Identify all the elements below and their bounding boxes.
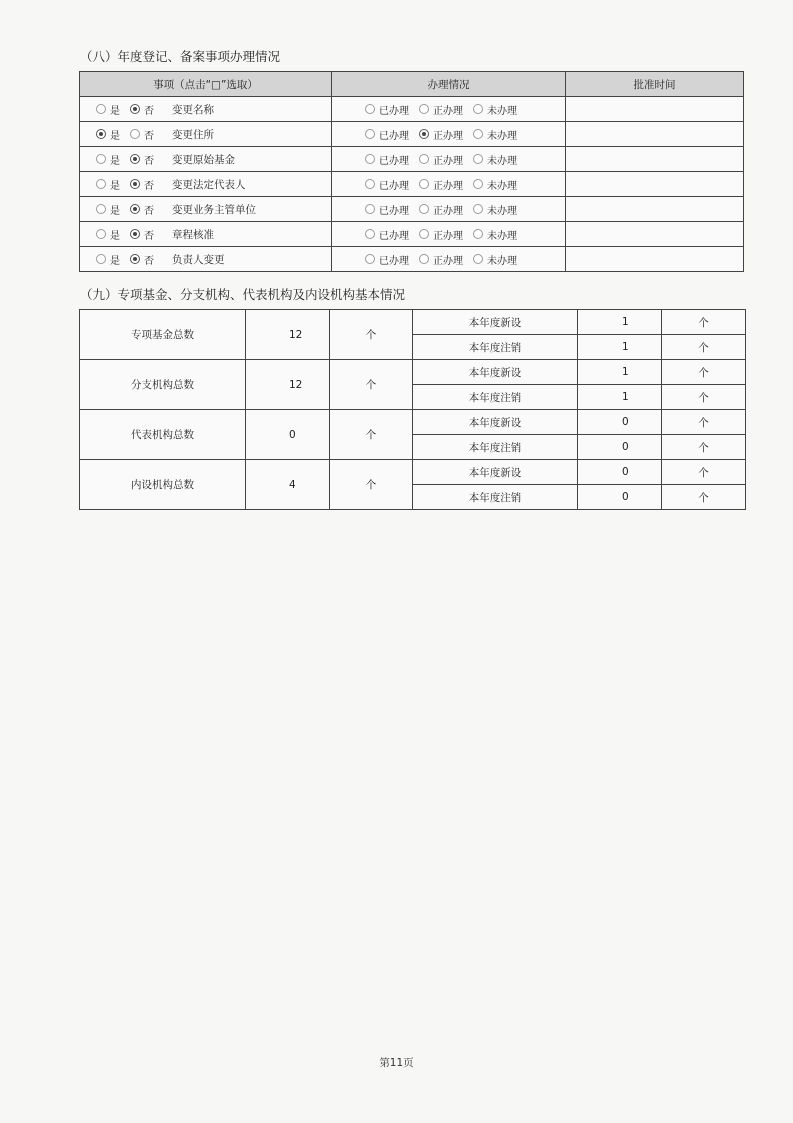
status-radio[interactable] <box>473 254 483 264</box>
status-cell <box>332 97 566 122</box>
cancel-label: 本年度注销 <box>413 385 578 410</box>
status-label: 未办理 <box>487 130 517 142</box>
yes-label: 是 <box>110 230 120 242</box>
item-name: 变更业务主管单位 <box>172 203 256 216</box>
no-label: 否 <box>144 205 154 217</box>
item-cell <box>80 97 332 122</box>
status-label: 正办理 <box>433 230 463 242</box>
total-count: 12 <box>246 310 330 360</box>
unit-label: 个 <box>330 360 413 410</box>
status-radio[interactable] <box>419 229 429 239</box>
new-label: 本年度新设 <box>413 310 578 335</box>
no-radio[interactable] <box>130 229 140 239</box>
status-radio[interactable] <box>365 104 375 114</box>
table-header-row <box>80 72 744 97</box>
table-row <box>80 410 746 435</box>
status-label: 正办理 <box>433 205 463 217</box>
status-radio[interactable] <box>473 154 483 164</box>
header-approval-date: 批准时间 <box>566 72 744 97</box>
no-radio[interactable] <box>130 254 140 264</box>
status-label: 未办理 <box>487 180 517 192</box>
category-label: 分支机构总数 <box>80 360 246 410</box>
unit-label: 个 <box>662 435 746 460</box>
new-count: 0 <box>578 460 662 485</box>
no-radio[interactable] <box>130 179 140 189</box>
no-radio[interactable] <box>130 104 140 114</box>
unit-label: 个 <box>662 335 746 360</box>
cancel-label: 本年度注销 <box>413 335 578 360</box>
new-label: 本年度新设 <box>413 410 578 435</box>
yes-label: 是 <box>110 155 120 167</box>
yes-radio[interactable] <box>96 129 106 139</box>
status-radio[interactable] <box>473 204 483 214</box>
status-radio[interactable] <box>365 254 375 264</box>
header-status: 办理情况 <box>332 72 566 97</box>
no-radio[interactable] <box>130 154 140 164</box>
no-radio[interactable] <box>130 204 140 214</box>
item-cell <box>80 172 332 197</box>
status-cell <box>332 122 566 147</box>
status-label: 未办理 <box>487 255 517 267</box>
status-label: 已办理 <box>379 255 409 267</box>
yes-radio[interactable] <box>96 104 106 114</box>
new-count: 0 <box>578 410 662 435</box>
status-label: 未办理 <box>487 155 517 167</box>
header-item: 事项（点击“□”选取） <box>80 72 332 97</box>
status-radio[interactable] <box>473 104 483 114</box>
table-row <box>80 97 744 122</box>
status-radio[interactable] <box>419 254 429 264</box>
status-label: 已办理 <box>379 130 409 142</box>
yes-label: 是 <box>110 130 120 142</box>
status-radio[interactable] <box>419 204 429 214</box>
yes-label: 是 <box>110 105 120 117</box>
no-label: 否 <box>144 230 154 242</box>
status-label: 正办理 <box>433 130 463 142</box>
item-name: 变更原始基金 <box>172 153 235 166</box>
no-label: 否 <box>144 105 154 117</box>
status-radio[interactable] <box>473 229 483 239</box>
cancelled-count: 1 <box>578 385 662 410</box>
unit-label: 个 <box>662 310 746 335</box>
yes-radio[interactable] <box>96 254 106 264</box>
approval-date-cell[interactable] <box>566 247 744 272</box>
unit-label: 个 <box>662 410 746 435</box>
item-name: 变更法定代表人 <box>172 178 246 191</box>
status-label: 已办理 <box>379 155 409 167</box>
item-cell <box>80 222 332 247</box>
no-label: 否 <box>144 255 154 267</box>
status-cell <box>332 147 566 172</box>
yes-radio[interactable] <box>96 229 106 239</box>
status-radio[interactable] <box>365 179 375 189</box>
cancelled-count: 0 <box>578 485 662 510</box>
approval-date-cell[interactable] <box>566 147 744 172</box>
cancelled-count: 1 <box>578 335 662 360</box>
status-radio[interactable] <box>365 154 375 164</box>
status-label: 未办理 <box>487 205 517 217</box>
institutions-table <box>79 309 746 510</box>
no-label: 否 <box>144 130 154 142</box>
table-row <box>80 310 746 335</box>
unit-label: 个 <box>330 410 413 460</box>
table-row <box>80 172 744 197</box>
category-label: 代表机构总数 <box>80 410 246 460</box>
status-cell <box>332 197 566 222</box>
category-label: 专项基金总数 <box>80 310 246 360</box>
yes-radio[interactable] <box>96 179 106 189</box>
section-9-title: （九）专项基金、分支机构、代表机构及内设机构基本情况 <box>80 287 406 302</box>
total-count: 12 <box>246 360 330 410</box>
status-radio[interactable] <box>419 179 429 189</box>
status-radio[interactable] <box>419 129 429 139</box>
status-radio[interactable] <box>365 229 375 239</box>
status-label: 正办理 <box>433 255 463 267</box>
table-row <box>80 222 744 247</box>
item-cell <box>80 147 332 172</box>
no-label: 否 <box>144 155 154 167</box>
table-row <box>80 197 744 222</box>
table-row <box>80 460 746 485</box>
status-label: 已办理 <box>379 105 409 117</box>
unit-label: 个 <box>662 485 746 510</box>
total-count: 4 <box>246 460 330 510</box>
status-radio[interactable] <box>473 179 483 189</box>
unit-label: 个 <box>662 460 746 485</box>
cancel-label: 本年度注销 <box>413 485 578 510</box>
unit-label: 个 <box>330 310 413 360</box>
item-cell <box>80 247 332 272</box>
registration-table <box>79 71 744 272</box>
item-name: 变更住所 <box>172 128 214 141</box>
status-radio[interactable] <box>365 129 375 139</box>
status-label: 已办理 <box>379 230 409 242</box>
new-count: 1 <box>578 360 662 385</box>
no-label: 否 <box>144 180 154 192</box>
status-radio[interactable] <box>419 154 429 164</box>
approval-date-cell[interactable] <box>566 197 744 222</box>
table-row <box>80 360 746 385</box>
yes-radio[interactable] <box>96 204 106 214</box>
approval-date-cell[interactable] <box>566 172 744 197</box>
status-label: 未办理 <box>487 230 517 242</box>
yes-radio[interactable] <box>96 154 106 164</box>
status-cell <box>332 247 566 272</box>
yes-label: 是 <box>110 205 120 217</box>
status-label: 正办理 <box>433 155 463 167</box>
approval-date-cell[interactable] <box>566 97 744 122</box>
approval-date-cell[interactable] <box>566 122 744 147</box>
new-label: 本年度新设 <box>413 360 578 385</box>
cancel-label: 本年度注销 <box>413 435 578 460</box>
status-label: 未办理 <box>487 105 517 117</box>
item-cell <box>80 197 332 222</box>
table-row <box>80 147 744 172</box>
yes-label: 是 <box>110 255 120 267</box>
status-label: 正办理 <box>433 105 463 117</box>
unit-label: 个 <box>330 460 413 510</box>
status-radio[interactable] <box>419 104 429 114</box>
no-radio[interactable] <box>130 129 140 139</box>
item-name: 变更名称 <box>172 103 214 116</box>
status-label: 已办理 <box>379 205 409 217</box>
unit-label: 个 <box>662 360 746 385</box>
status-label: 正办理 <box>433 180 463 192</box>
approval-date-cell[interactable] <box>566 222 744 247</box>
cancelled-count: 0 <box>578 435 662 460</box>
status-cell <box>332 222 566 247</box>
status-radio[interactable] <box>473 129 483 139</box>
item-name: 负责人变更 <box>172 253 225 266</box>
status-cell <box>332 172 566 197</box>
new-count: 1 <box>578 310 662 335</box>
item-name: 章程核准 <box>172 228 214 241</box>
section-8-title: （八）年度登记、备案事项办理情况 <box>80 49 281 64</box>
table-row <box>80 247 744 272</box>
total-count: 0 <box>246 410 330 460</box>
new-label: 本年度新设 <box>413 460 578 485</box>
table-row <box>80 122 744 147</box>
status-radio[interactable] <box>365 204 375 214</box>
yes-label: 是 <box>110 180 120 192</box>
category-label: 内设机构总数 <box>80 460 246 510</box>
item-cell <box>80 122 332 147</box>
unit-label: 个 <box>662 385 746 410</box>
page-number: 第11页 <box>379 1057 414 1069</box>
status-label: 已办理 <box>379 180 409 192</box>
